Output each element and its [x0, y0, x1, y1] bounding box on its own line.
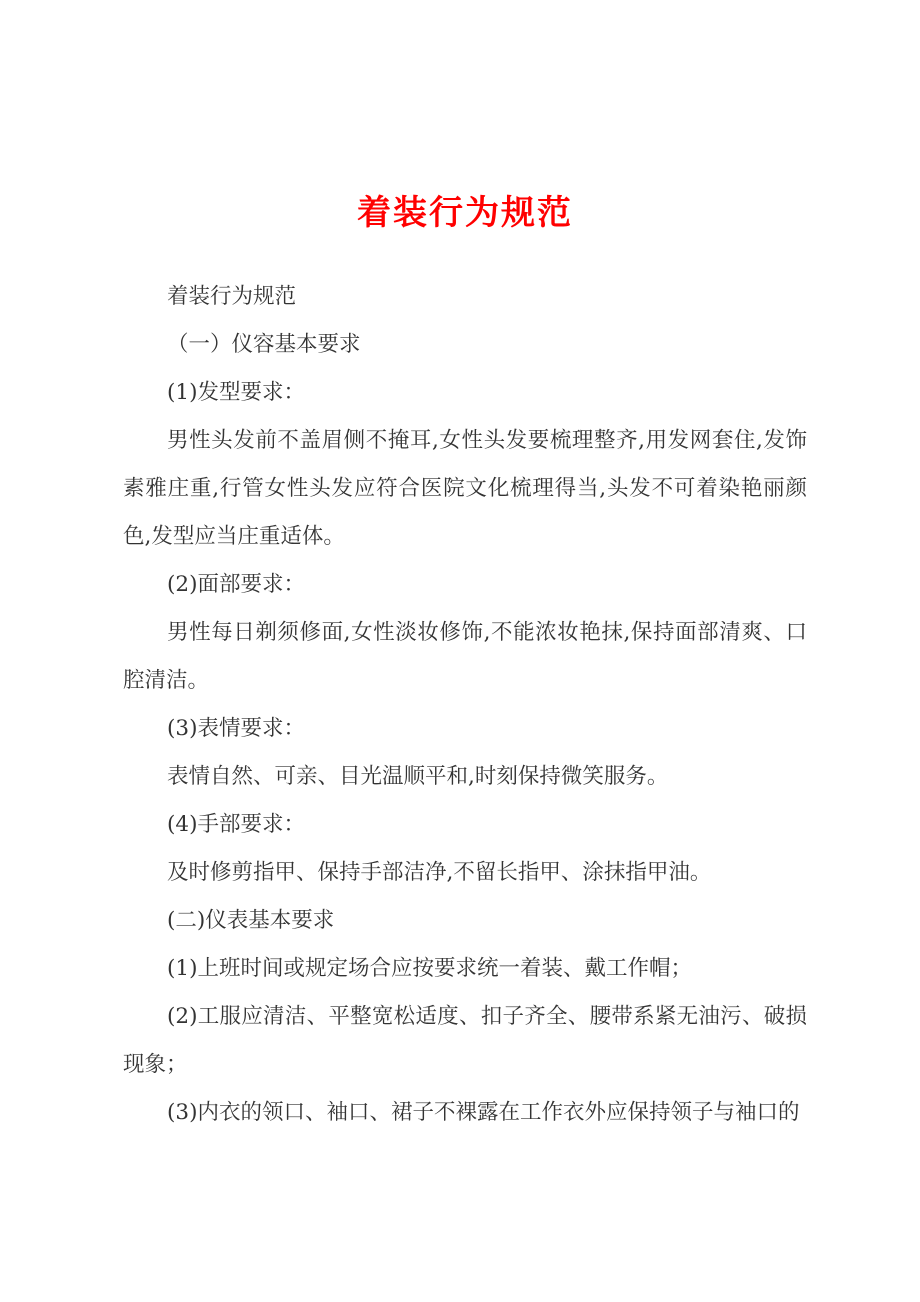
paragraph: (1)发型要求： — [167, 380, 305, 405]
paragraph: 着装行为规范 — [167, 284, 297, 309]
paragraph: (3)表情要求： — [167, 716, 305, 741]
paragraph: （一）仪容基本要求 — [167, 332, 361, 357]
document-title: 着装行为规范 — [357, 193, 573, 233]
paragraph: (二)仪表基本要求 — [167, 908, 335, 933]
paragraph: (1)上班时间或规定场合应按要求统一着装、戴工作帽； — [167, 956, 692, 981]
paragraph: 及时修剪指甲、保持手部洁净,不留长指甲、涂抹指甲油。 — [167, 860, 712, 885]
paragraph: (3)内衣的领口、袖口、裙子不裸露在工作衣外应保持领子与袖口的 — [167, 1100, 800, 1125]
paragraph: (4)手部要求： — [167, 812, 305, 837]
paragraph: 表情自然、可亲、目光温顺平和,时刻保持微笑服务。 — [167, 764, 669, 789]
paragraph: 男性每日剃须修面,女性淡妆修饰,不能浓妆艳抹,保持面部清爽、口腔清洁。 — [123, 620, 807, 693]
paragraph: (2)工服应清洁、平整宽松适度、扣子齐全、腰带系紧无油污、破损现象； — [123, 1004, 807, 1077]
paragraph: (2)面部要求： — [167, 572, 305, 597]
paragraph: 男性头发前不盖眉侧不掩耳,女性头发要梳理整齐,用发网套住,发饰素雅庄重,行管女性头发应符合医院文化梳理得当,头发不可着染艳丽颜色,发型应当庄重适体。 — [123, 428, 807, 549]
document-body — [123, 273, 807, 1137]
